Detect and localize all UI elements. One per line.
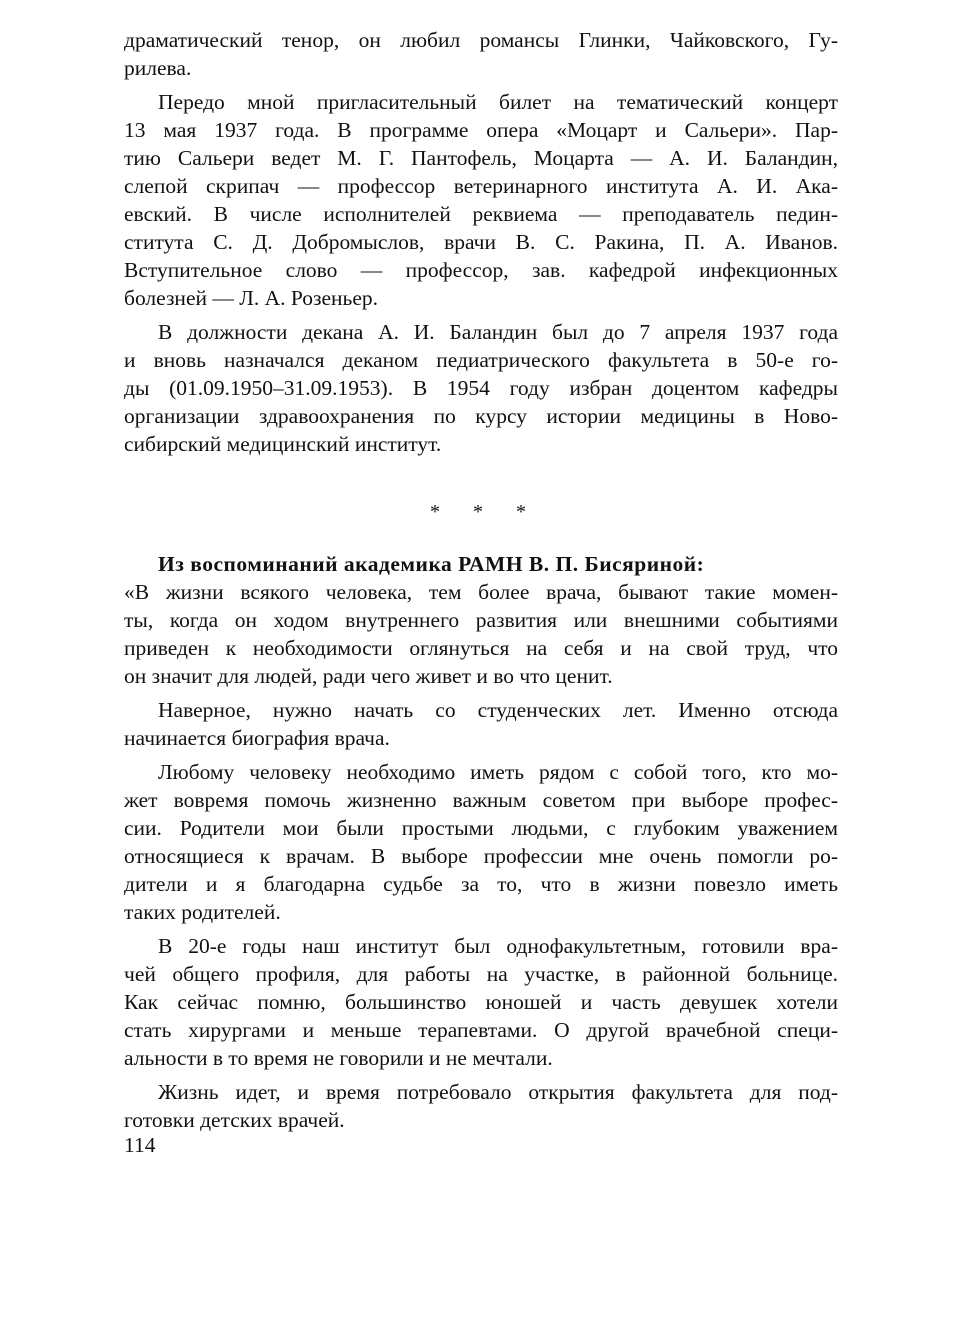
text-line: стать хирургами и меньше терапевтами. О другой врачебной специ- bbox=[124, 1018, 838, 1042]
text-line: В 20-е годы наш институт был однофакультетным, готовили вра- bbox=[158, 934, 838, 958]
text-line: альности в то время не говорили и не мечтали. bbox=[124, 1046, 553, 1070]
paragraph bbox=[124, 318, 838, 458]
text-line: он значит для людей, ради чего живет и во что ценит. bbox=[124, 664, 613, 688]
page-body bbox=[124, 26, 838, 1134]
section-separator: * * * bbox=[430, 501, 540, 523]
text-line: рилева. bbox=[124, 56, 192, 80]
text-line: болезней — Л. А. Розеньер. bbox=[124, 286, 379, 310]
paragraph bbox=[124, 550, 838, 690]
section-heading: Из воспоминаний академика РАМН В. П. Бисяриной: bbox=[158, 552, 705, 576]
paragraph bbox=[124, 932, 838, 1072]
text-line: начинается биография врача. bbox=[124, 726, 390, 750]
text-line: «В жизни всякого человека, тем более врача, бывают такие момен- bbox=[124, 580, 838, 604]
text-line: и вновь назначался деканом педиатрического факультета в 50-е го- bbox=[124, 348, 838, 372]
paragraph bbox=[124, 696, 838, 752]
text-line: Вступительное слово — профессор, зав. кафедрой инфекционных bbox=[124, 258, 838, 282]
text-line: ститута С. Д. Добромыслов, врачи В. С. Ракина, П. А. Иванов. bbox=[124, 230, 838, 254]
text-line: чей общего профиля, для работы на участке, в районной больнице. bbox=[124, 962, 838, 986]
text-line: организации здравоохранения по курсу истории медицины в Ново- bbox=[124, 404, 838, 428]
text-line: готовки детских врачей. bbox=[124, 1108, 345, 1132]
paragraph bbox=[124, 758, 838, 926]
text-line: приведен к необходимости оглянуться на себя и на свой труд, что bbox=[124, 636, 838, 660]
text-line: 13 мая 1937 года. В программе опера «Моцарт и Сальери». Пар- bbox=[124, 118, 838, 142]
text-line: Жизнь идет, и время потребовало открытия факультета для под- bbox=[158, 1080, 838, 1104]
text-line: ты, когда он ходом внутреннего развития или внешними событиями bbox=[124, 608, 838, 632]
text-line: таких родителей. bbox=[124, 900, 281, 924]
text-line: сибирский медицинский институт. bbox=[124, 432, 442, 456]
text-line: ды (01.09.1950–31.09.1953). В 1954 году избран доцентом кафедры bbox=[124, 376, 838, 400]
text-line: слепой скрипач — профессор ветеринарного института А. И. Ака- bbox=[124, 174, 838, 198]
text-line: Как сейчас помню, большинство юношей и часть девушек хотели bbox=[124, 990, 838, 1014]
text-line: В должности декана А. И. Баландин был до 7 апреля 1937 года bbox=[158, 320, 838, 344]
paragraph bbox=[124, 1078, 838, 1134]
text-line: относящиеся к врачам. В выборе профессии мне очень помогли ро- bbox=[124, 844, 838, 868]
text-line: дители и я благодарна судьбе за то, что в жизни повезло иметь bbox=[124, 872, 838, 896]
text-line: Любому человеку необходимо иметь рядом с собой того, кто мо- bbox=[158, 760, 838, 784]
paragraph bbox=[124, 26, 838, 82]
text-line: жет вовремя помочь жизненно важным советом при выборе профес- bbox=[124, 788, 838, 812]
text-line: Передо мной пригласительный билет на тематический концерт bbox=[158, 90, 838, 114]
text-line: евский. В числе исполнителей реквиема — преподаватель педин- bbox=[124, 202, 838, 226]
text-line: сии. Родители мои были простыми людьми, с глубоким уважением bbox=[124, 816, 838, 840]
text-line: Наверное, нужно начать со студенческих лет. Именно отсюда bbox=[158, 698, 838, 722]
page-number: 114 bbox=[124, 1133, 156, 1157]
text-line: драматический тенор, он любил романсы Глинки, Чайковского, Гу- bbox=[124, 28, 838, 52]
paragraph bbox=[124, 88, 838, 312]
text-line: тию Сальери ведет М. Г. Пантофель, Моцарта — А. И. Баландин, bbox=[124, 146, 838, 170]
